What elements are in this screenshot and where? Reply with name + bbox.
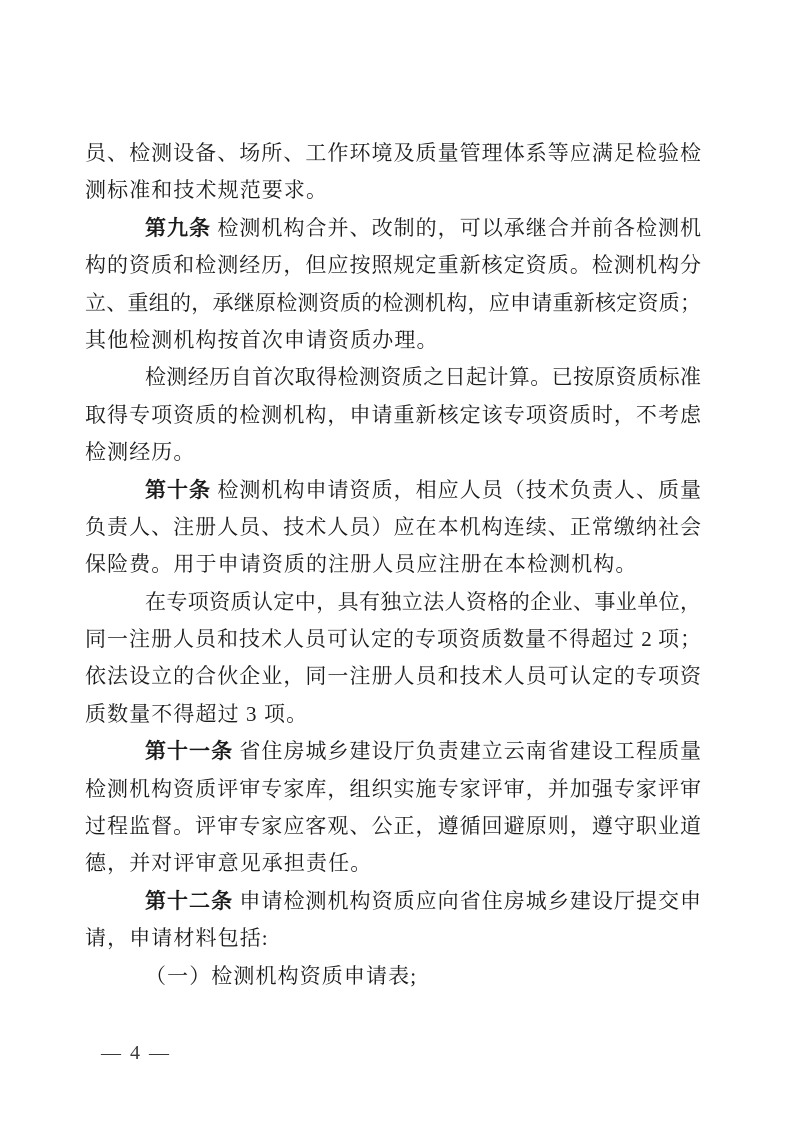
text-line: 质数量不得超过 3 项。 bbox=[85, 701, 309, 726]
text-line: 在专项资质认定中，具有独立法人资格的企业、事业单位， bbox=[145, 589, 701, 614]
text-line: 其他检测机构按首次申请资质办理。 bbox=[85, 327, 439, 352]
text-line: 保险费。用于申请资质的注册人员应注册在本检测机构。 bbox=[85, 552, 638, 577]
page-number: — 4 — bbox=[101, 1042, 171, 1064]
text-line: 第十一条 省住房城乡建设厅负责建立云南省建设工程质量 bbox=[145, 739, 701, 764]
text-line: 第十条 检测机构申请资质，相应人员（技术负责人、质量 bbox=[145, 477, 701, 502]
article-number: 第十一条 bbox=[145, 739, 234, 764]
text-line: 立、重组的，承继原检测资质的检测机构，应申请重新核定资质； bbox=[85, 290, 701, 315]
text-line: 请，申请材料包括: bbox=[85, 926, 269, 951]
text-line: 第十二条 申请检测机构资质应向省住房城乡建设厅提交申 bbox=[145, 888, 701, 913]
text-line: 德，并对评审意见承担责任。 bbox=[85, 851, 373, 876]
text-line: 检测经历。 bbox=[85, 440, 196, 465]
document-body bbox=[85, 135, 701, 995]
article-number: 第九条 bbox=[145, 215, 212, 240]
text-line: 构的资质和检测经历，但应按照规定重新核定资质。检测机构分 bbox=[85, 253, 701, 278]
text-line: 检测经历自首次取得检测资质之日起计算。已按原资质标准 bbox=[145, 365, 701, 390]
text-line: 同一注册人员和技术人员可认定的专项资质数量不得超过 2 项； bbox=[85, 627, 701, 652]
text-line: （一）检测机构资质申请表; bbox=[145, 963, 418, 988]
text-line: 测标准和技术规范要求。 bbox=[85, 178, 329, 203]
text-line: 检测机构资质评审专家库，组织实施专家评审，并加强专家评审 bbox=[85, 776, 701, 801]
text-line: 员、检测设备、场所、工作环境及质量管理体系等应满足检验检 bbox=[85, 141, 701, 165]
text-line: 过程监督。评审专家应客观、公正，遵循回避原则，遵守职业道 bbox=[85, 814, 701, 839]
text-line: 负责人、注册人员、技术人员）应在本机构连续、正常缴纳社会 bbox=[85, 514, 701, 539]
text-line: 依法设立的合伙企业，同一注册人员和技术人员可认定的专项资 bbox=[85, 664, 701, 689]
article-number: 第十条 bbox=[145, 477, 212, 502]
text-line: 取得专项资质的检测机构，申请重新核定该专项资质时，不考虑 bbox=[85, 402, 701, 427]
text-line: 第九条 检测机构合并、改制的，可以承继合并前各检测机 bbox=[145, 215, 701, 240]
article-number: 第十二条 bbox=[145, 888, 234, 913]
